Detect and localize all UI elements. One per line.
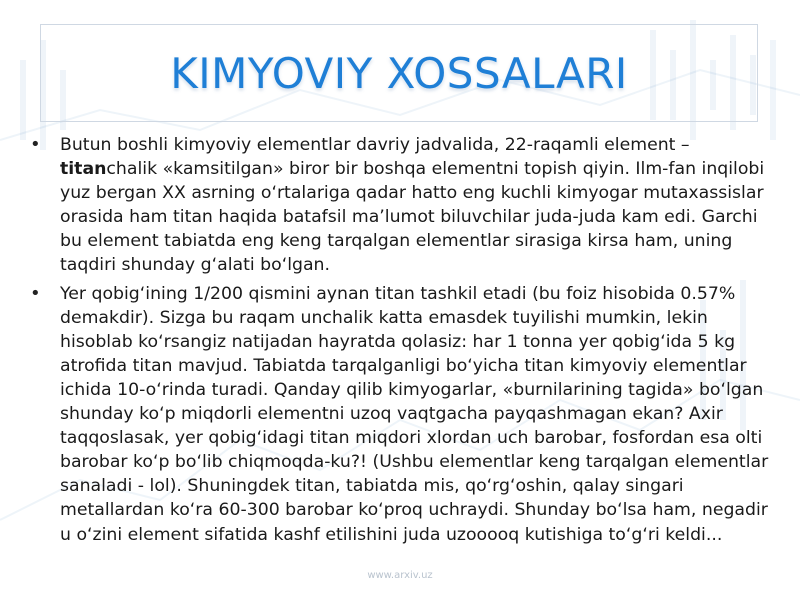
paragraph-text-start: Butun boshli kimyoviy elementlar davriy jadvalida, 22-raqamli element – xyxy=(60,135,690,155)
footer-watermark: www.arxiv.uz xyxy=(367,570,433,581)
bullet-marker: • xyxy=(30,282,41,304)
paragraph-text: Yer qobig‘ining 1/200 qismini aynan titan tashkil etadi (bu foiz hisobida 0.57% demakdir). Sizga bu raqam unchalik katta emasdek tuyilishi mumkin, lekin hisoblab ko‘rsangiz natijadan hayratda qolasiz: har 1 tonna yer qobig‘ida 5 kg atrofida titan mavjud. Tabiatda tarqalganligi bo‘yicha titan kimyoviy elementlar ichida 10-o‘rinda turadi. Qanday qilib kimyogarlar, «burnilarining tagida» bo‘lgan shunday ko‘p miqdorli elementni uzoq vaqtgacha payqashmagan ekan? Axir taqqoslasak, yer qobig‘idagi titan miqdori xlordan uch barobar, fosfordan esa olti barobar ko‘p bo‘lib chiqmoqda-ku?! (Ushbu elementlar keng tarqalgan elementlar sanaladi - lol). Shuningdek titan, tabiatda mis, qo‘rg‘oshin, qalay singari metallardan ko‘ra 60-300 barobar ko‘proq uchraydi. Shunday bo‘lsa ham, negadir u o‘zini element sifatida kashf etilishini juda uzooooq kutishiga to‘g‘ri keldi... xyxy=(60,283,769,545)
title-box xyxy=(40,24,758,122)
slide-title: KIMYOVIY XOSSALARI xyxy=(170,48,628,98)
paragraph-text-rest: chalik «kamsitilgan» biror bir boshqa elementni topish qiyin. Ilm-fan inqilobi yuz bergan XX asrning o‘rtalariga qadar hatto eng kuchli kimyogar mutaxassislar orasida ham titan haqida batafsil ma’lumot biluvchilar juda-juda kam edi. Garchi bu element tabiatda eng keng tarqalgan elementlar sirasiga kirsa ham, uning taqdiri shunday g‘alati bo‘lgan. xyxy=(60,159,765,276)
bullet-marker: • xyxy=(30,134,41,155)
bullet-paragraph xyxy=(30,282,782,547)
bullet-paragraph xyxy=(30,133,782,278)
paragraph-bold-word: titan xyxy=(60,159,107,180)
slide-content xyxy=(30,133,782,551)
paragraph-text xyxy=(60,133,782,278)
